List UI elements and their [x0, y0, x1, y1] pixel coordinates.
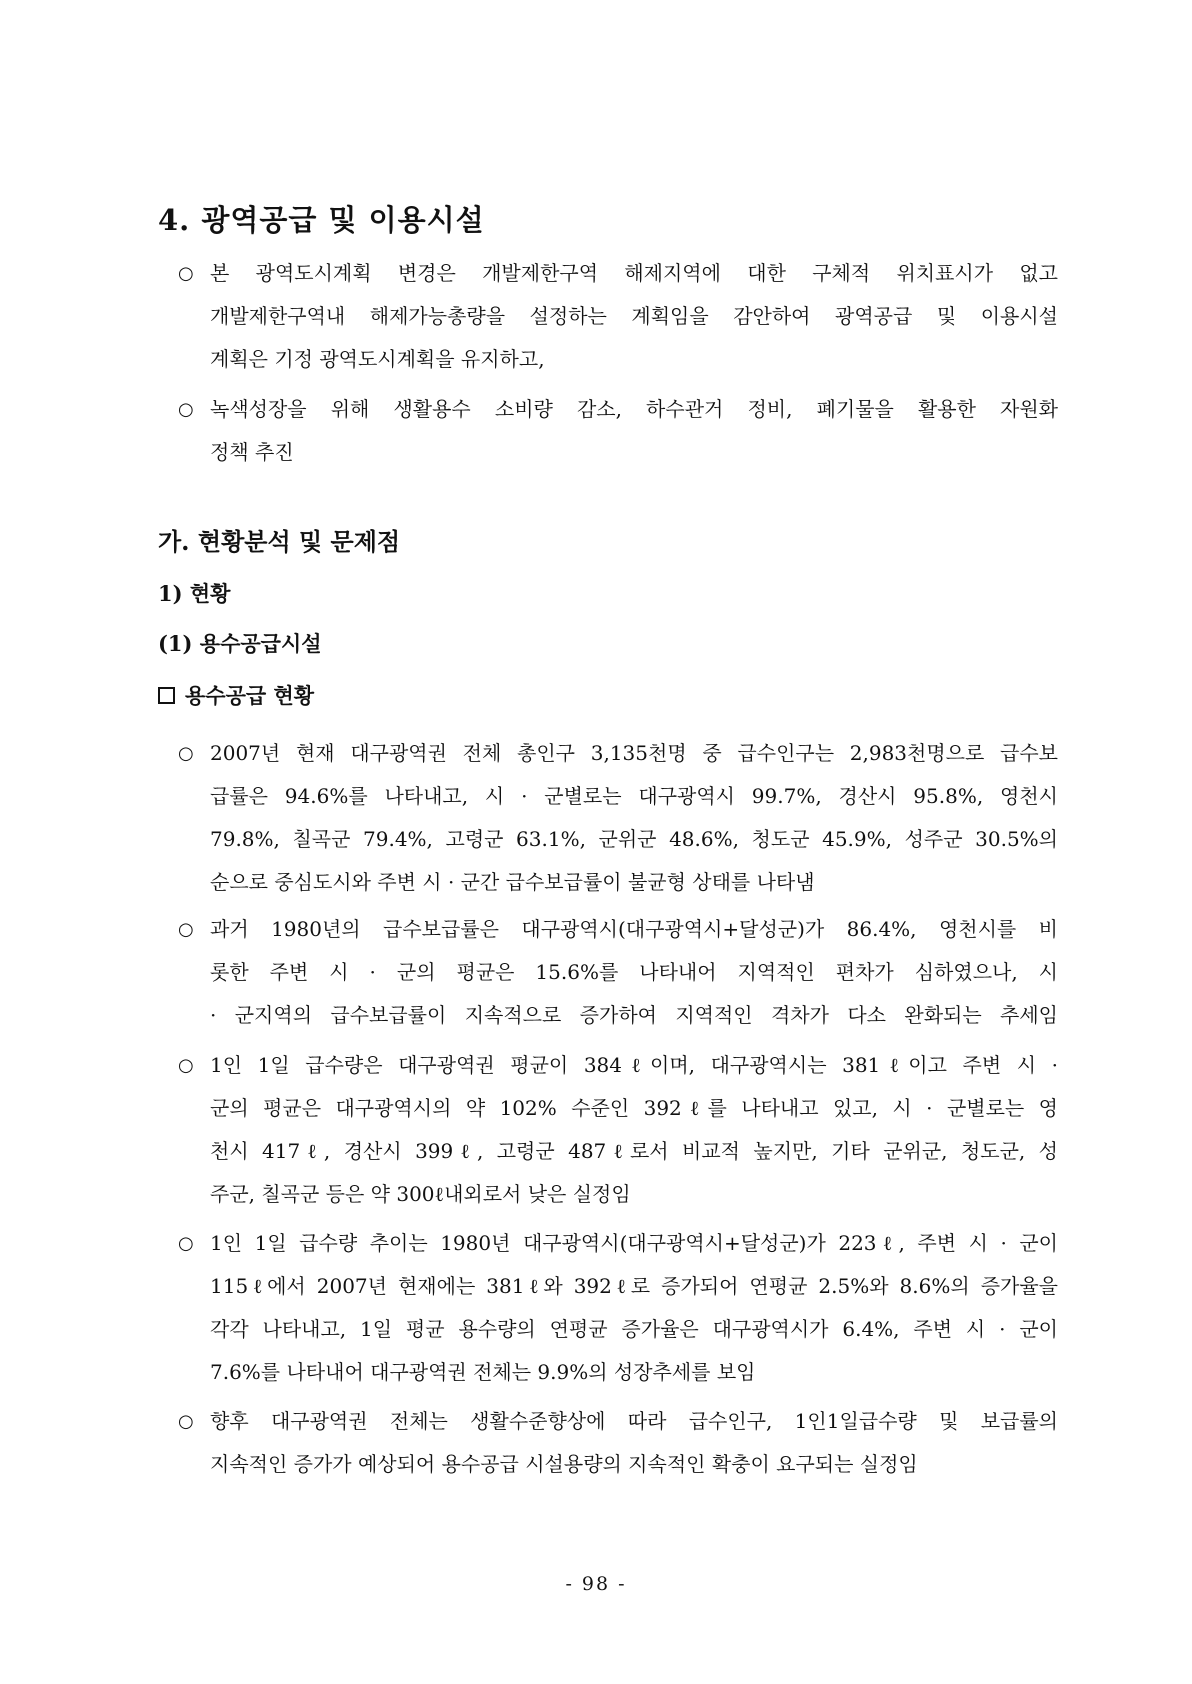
- intro-bullet-2: [178, 388, 1058, 474]
- bullet-line: 향후 대구광역권 전체는 생활수준향상에 따라 급수인구, 1인1일급수량 및 보급률의: [210, 1409, 1058, 1433]
- bullet-marker: ○: [178, 919, 194, 940]
- bullet-line: 롯한 주변 시 · 군의 평균은 15.6%를 나타내어 지역적인 편차가 심하였으나, 시: [210, 960, 1058, 984]
- bullet-line: 계획은 기정 광역도시계획을 유지하고,: [210, 347, 545, 371]
- bullet-line: 군의 평균은 대구광역시의 약 102% 수준인 392ℓ를 나타내고 있고, 시 · 군별로는 영: [210, 1096, 1058, 1120]
- bullet-marker: ○: [178, 1233, 194, 1254]
- bullet-marker: ○: [178, 743, 194, 764]
- bullet-line: 천시 417ℓ, 경산시 399ℓ, 고령군 487ℓ로서 비교적 높지만, 기타 군위군, 청도군, 성: [210, 1139, 1058, 1163]
- bullet-line: 115ℓ에서 2007년 현재에는 381ℓ와 392ℓ로 증가되어 연평균 2.5%와 8.6%의 증가율을: [210, 1274, 1058, 1298]
- sub2-title: (1) 용수공급시설: [158, 631, 322, 656]
- bullet-line: 순으로 중심도시와 주변 시 · 군간 급수보급률이 불균형 상태를 나타냄: [210, 870, 815, 894]
- status-bullet-1: [178, 732, 1058, 904]
- page-number: - 98 -: [565, 1573, 627, 1595]
- bullet-line: 과거 1980년의 급수보급률은 대구광역시(대구광역시+달성군)가 86.4%, 영천시를 비: [210, 917, 1058, 941]
- bullet-line: 각각 나타내고, 1일 평균 용수량의 연평균 증가율은 대구광역시가 6.4%, 주변 시 · 군이: [210, 1317, 1058, 1341]
- bullet-line: 79.8%, 칠곡군 79.4%, 고령군 63.1%, 군위군 48.6%, 청도군 45.9%, 성주군 30.5%의: [210, 827, 1058, 851]
- status-bullet-4: [178, 1222, 1058, 1394]
- bullet-line: 급률은 94.6%를 나타내고, 시 · 군별로는 대구광역시 99.7%, 경산시 95.8%, 영천시: [210, 784, 1058, 808]
- bullet-line: 주군, 칠곡군 등은 약 300ℓ내외로서 낮은 실정임: [210, 1182, 631, 1206]
- box-title: 용수공급 현황: [185, 683, 315, 708]
- bullet-marker: ○: [178, 263, 194, 284]
- subsection-title: 가. 현황분석 및 문제점: [158, 527, 401, 556]
- bullet-marker: ○: [178, 1411, 194, 1432]
- bullet-line: · 군지역의 급수보급률이 지속적으로 증가하여 지역적인 격차가 다소 완화되는 추세임: [210, 1003, 1058, 1027]
- section-title: 4. 광역공급 및 이용시설: [158, 203, 485, 237]
- bullet-line: 정책 추진: [210, 440, 294, 464]
- status-bullet-3: [178, 1044, 1058, 1216]
- bullet-line: 본 광역도시계획 변경은 개발제한구역 해제지역에 대한 구체적 위치표시가 없고: [210, 261, 1058, 285]
- bullet-line: 지속적인 증가가 예상되어 용수공급 시설용량의 지속적인 확충이 요구되는 실정임: [210, 1452, 918, 1476]
- checkbox-square-icon: [158, 687, 175, 704]
- bullet-marker: ○: [178, 399, 194, 420]
- sub1-title: 1) 현황: [158, 581, 231, 606]
- bullet-line: 개발제한구역내 해제가능총량을 설정하는 계획임을 감안하여 광역공급 및 이용시설: [210, 304, 1058, 328]
- bullet-line: 2007년 현재 대구광역권 전체 총인구 3,135천명 중 급수인구는 2,983천명으로 급수보: [210, 741, 1058, 765]
- bullet-line: 녹색성장을 위해 생활용수 소비량 감소, 하수관거 정비, 폐기물을 활용한 자원화: [210, 397, 1058, 421]
- bullet-line: 7.6%를 나타내어 대구광역권 전체는 9.9%의 성장추세를 보임: [210, 1360, 756, 1384]
- intro-bullet-1: [178, 252, 1058, 381]
- bullet-line: 1인 1일 급수량은 대구광역권 평균이 384ℓ이며, 대구광역시는 381ℓ이고 주변 시 ·: [210, 1053, 1058, 1077]
- box-title-row: [158, 680, 314, 710]
- bullet-line: 1인 1일 급수량 추이는 1980년 대구광역시(대구광역시+달성군)가 223ℓ, 주변 시 · 군이: [210, 1231, 1058, 1255]
- status-bullet-5: [178, 1400, 1058, 1486]
- bullet-marker: ○: [178, 1055, 194, 1076]
- status-bullet-2: [178, 908, 1058, 1037]
